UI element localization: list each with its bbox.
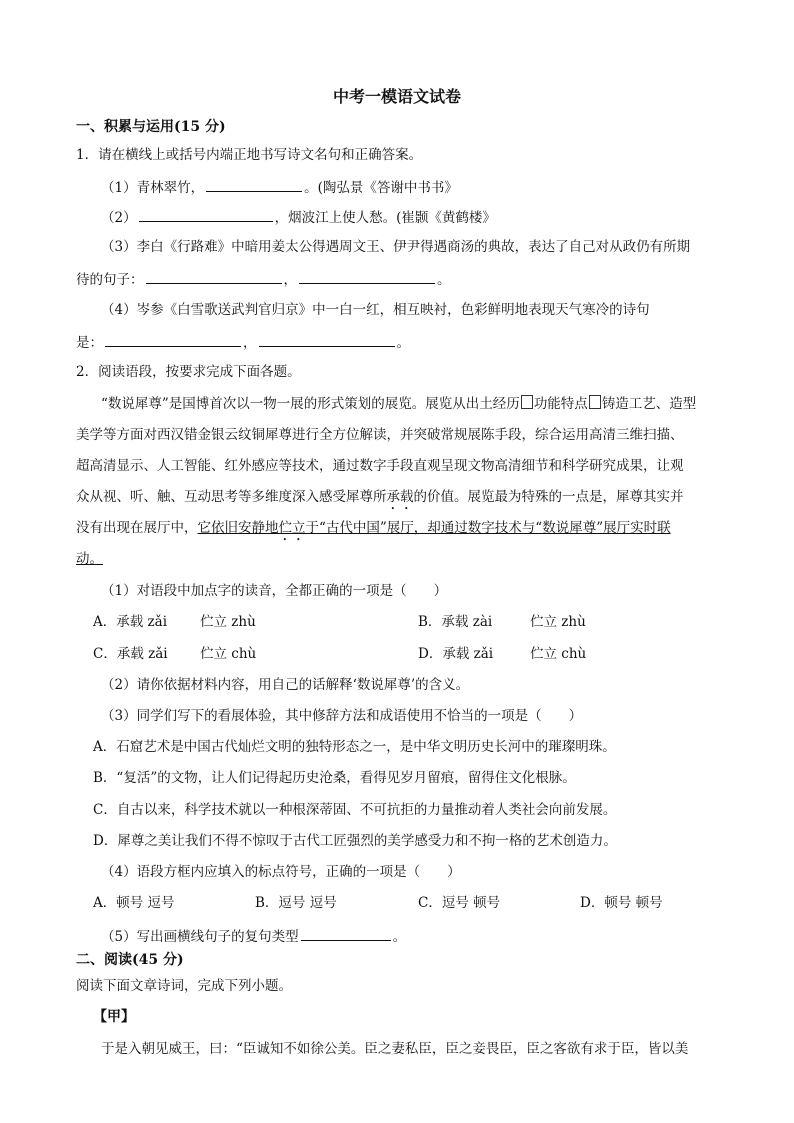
option-b[interactable]: B．承载 zài [418, 614, 493, 630]
q1-sub3-lead: 待的句子： [76, 272, 144, 288]
option-b[interactable]: B．逗号 逗号 [255, 895, 337, 911]
option-d[interactable]: D．犀尊之美让我们不得不惊叹于古代工匠强烈的美学感受力和不拘一格的艺术创造力。 [93, 833, 617, 849]
option-c-reading: 伫立 chù [200, 646, 257, 662]
subq1-stem: （1）对语段中加点字的读音，全都正确的一项是（ ） [101, 583, 448, 599]
subq3-stem: （3）同学们写下的看展体验，其中修辞方法和成语使用不恰当的一项是（ ） [101, 708, 583, 724]
subq4-stem: （4）语段方框内应填入的标点符号，正确的一项是（ ） [101, 864, 461, 880]
answer-blank[interactable] [146, 269, 282, 284]
option-b[interactable]: B．“复活”的文物，让人们记得起历史沧桑，看得见岁月留痕，留得住文化根脉。 [93, 770, 576, 786]
q1-sub2 [101, 207, 496, 227]
q1-sub1-post: 。(陶弘景《答谢中书书》 [304, 180, 458, 196]
answer-blank[interactable] [301, 926, 391, 941]
option-c[interactable]: C．承载 zǎi [93, 646, 168, 662]
passage-text: 没有出现在展厅中， [76, 520, 198, 536]
punctuation-box [589, 395, 601, 409]
passage-line [76, 519, 671, 544]
passage-text: 众从视、听、触、互动思考等多维度深入感受犀尊所 [76, 489, 387, 505]
option-d-reading: 伫立 chù [530, 646, 587, 662]
subq2-stem: （2）请你依据材料内容，用自己的话解释‘数说犀尊’的含义。 [101, 677, 470, 693]
q1-stem: 1．请在横线上或括号内端正地书写诗文名句和正确答案。 [76, 147, 423, 163]
option-d[interactable]: D．顿号 顿号 [580, 895, 663, 911]
option-c[interactable]: C．自古以来，科学技术就以一种根深蒂固、不可抗拒的力量推动着人类社会向前发展。 [93, 802, 617, 818]
q1-sub3-line2 [76, 269, 451, 289]
passage-text: 铸造工艺、造型 [601, 396, 697, 412]
option-d[interactable]: D．承载 zǎi [418, 646, 494, 662]
q1-sub2-post: ，烟波江上使人愁。(崔颢《黄鹤楼》 [274, 210, 496, 226]
q1-sub4-end: 。 [396, 335, 410, 351]
section2-heading: 二、阅读(45 分) [76, 952, 184, 968]
q1-sub3-end: 。 [437, 272, 451, 288]
passage-text: 的价值。展览最为特殊的一点是，犀尊其实并 [413, 489, 684, 505]
section2-intro: 阅读下面文章诗词，完成下列小题。 [76, 978, 292, 994]
q1-sub2-pre: （2） [101, 210, 137, 226]
q1-sub1 [101, 177, 458, 197]
underlined-text: 动。 [76, 551, 103, 567]
q1-sub4-sep: ， [243, 335, 257, 351]
q1-sub4-line2 [76, 332, 410, 352]
passage-jia-text: 于是入朝见威王，曰：“臣诚知不如徐公美。臣之妻私臣，臣之妾畏臣，臣之客欲有求于臣，皆以美 [101, 1041, 689, 1057]
answer-blank[interactable] [139, 207, 273, 222]
passage-text: 功能特点 [533, 396, 588, 412]
option-a[interactable]: A．石窟艺术是中国古代灿烂文明的独特形态之一，是中华文明历史长河中的璀璨明珠。 [93, 739, 616, 755]
passage-line: 超高清显示、人工智能、红外感应等技术，通过数字手段直观呈现文物高清细节和科学研究成果，让观 [76, 458, 684, 474]
answer-blank[interactable] [105, 332, 241, 347]
dotted-word: 承载 [386, 489, 414, 505]
option-c[interactable]: C．逗号 顿号 [418, 895, 501, 911]
passage-text: “数说犀尊”是国博首次以一物一展的形式策划的展览。展览从出土经历 [101, 396, 520, 412]
option-b-reading: 伫立 zhù [530, 614, 586, 630]
option-a[interactable]: A．顿号 逗号 [93, 895, 175, 911]
dotted-word: 伫立 [278, 520, 306, 536]
q1-sub4-lead: 是： [76, 335, 103, 351]
subq5-end: 。 [392, 929, 407, 945]
q1-sub4-line1: （4）岑参《白雪歌送武判官归京》中一白一红，相互映衬，色彩鲜明地表现天气寒冷的诗句 [101, 302, 650, 318]
passage-jia-label: 【甲】 [93, 1009, 135, 1025]
q1-sub3-line1: （3）李白《行路难》中暗用姜太公得遇周文王、伊尹得遇商汤的典故，表达了自己对从政仍有所期 [101, 239, 691, 255]
subq5 [101, 926, 406, 946]
underlined-text: 于“古代中国”展厅，却通过数字技术与“数说犀尊”展厅实时联 [305, 520, 671, 536]
passage-line: 美学等方面对西汉错金银云纹铜犀尊进行全方位解读，并突破常规展陈手段，综合运用高清三维扫描、 [76, 427, 684, 443]
option-a-reading: 伫立 zhù [200, 614, 256, 630]
subq5-stem: （5）写出画横线句子的复句类型 [101, 929, 299, 945]
answer-blank[interactable] [259, 332, 395, 347]
option-a[interactable]: A．承载 zǎi [93, 614, 168, 630]
q2-stem: 2．阅读语段，按要求完成下面各题。 [76, 364, 301, 380]
q1-sub1-pre: （1）青林翠竹， [101, 180, 205, 196]
answer-blank[interactable] [299, 269, 435, 284]
passage-line [76, 488, 684, 513]
q1-sub3-sep: ， [283, 272, 297, 288]
passage-line [101, 395, 696, 413]
underlined-text: 它依旧安静地 [197, 520, 279, 536]
page-title: 中考一模语文试卷 [332, 87, 461, 106]
punctuation-box [521, 395, 533, 409]
section1-heading: 一、积累与运用(15 分) [76, 119, 226, 135]
answer-blank[interactable] [206, 177, 302, 192]
